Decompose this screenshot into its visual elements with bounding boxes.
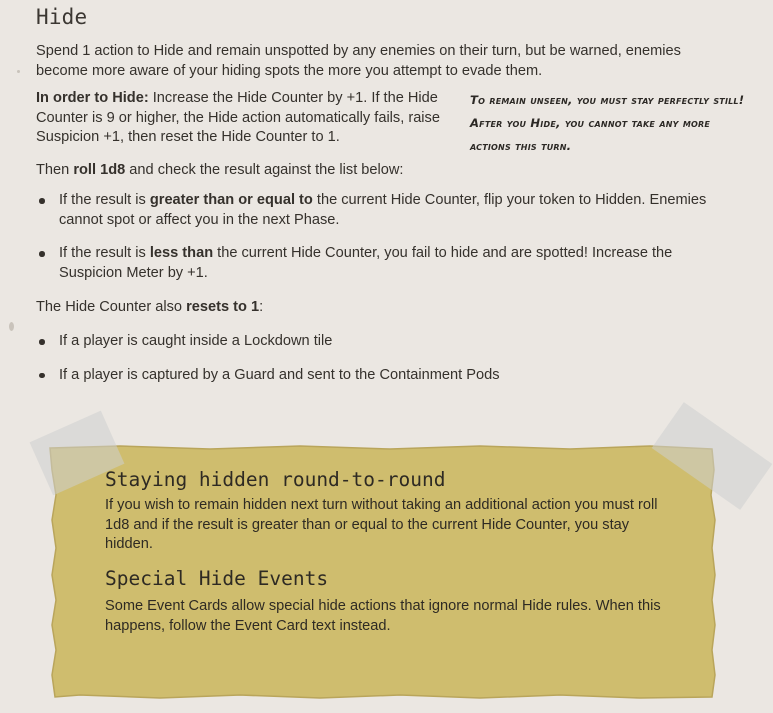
intro-paragraph: Spend 1 action to Hide and remain unspotted by any enemies on their turn, but be warned, enemies become more aware of your hiding spots the more you attempt to evade them. [36,43,681,79]
roll-instruction-text: Then [36,162,74,178]
box-heading: Special Hide Events [105,567,329,590]
box-text: If you wish to remain hidden next turn without taking an additional action you must roll 1d8 and if the result is greater than or equal to the current Hide Counter, you stay hidden. [105,497,658,552]
list-item-text: the current Hide Counter, you fail to hide and are spotted! Increase the Suspicion Meter by +1. [59,245,673,281]
page-title: Hide [36,5,88,29]
list-item-text: If the result is [59,245,150,261]
list-item-bold: greater than or equal to [149,192,313,208]
list-item-text: the current Hide Counter, flip your token to Hidden. Enemies cannot spot or affect you in the next Phase. [59,192,707,228]
list-item-bold: less than [149,245,214,261]
reset-text: The Hide Counter also [36,299,187,315]
how-to-hide-text: Increase the Hide Counter by +1. If the Hide Counter is 9 or higher, the Hide action automatically fails, raise Suspicion +1, then reset the Hide Counter to 1. [36,90,440,145]
roll-instruction-bold: roll 1d8 [73,162,126,178]
reset-bold: resets to 1 [186,299,260,315]
box-heading: Staying hidden round-to-round [105,468,446,491]
list-item: If a player is caught inside a Lockdown tile [36,332,636,352]
list-item-text: If the result is [59,192,150,208]
box-text: Some Event Cards allow special hide actions that ignore normal Hide rules. When this happens, follow the Event Card text instead. [105,598,661,634]
side-note: To remain unseen, you must stay perfectly still! After you Hide, you cannot take any more actions this turn. [470,93,745,154]
reset-text: : [259,299,264,315]
list-item: If a player is captured by a Guard and sent to the Containment Pods [36,366,636,386]
how-to-hide-label: In order to Hide: [36,90,149,106]
roll-instruction-text: and check the result against the list below: [125,162,404,178]
